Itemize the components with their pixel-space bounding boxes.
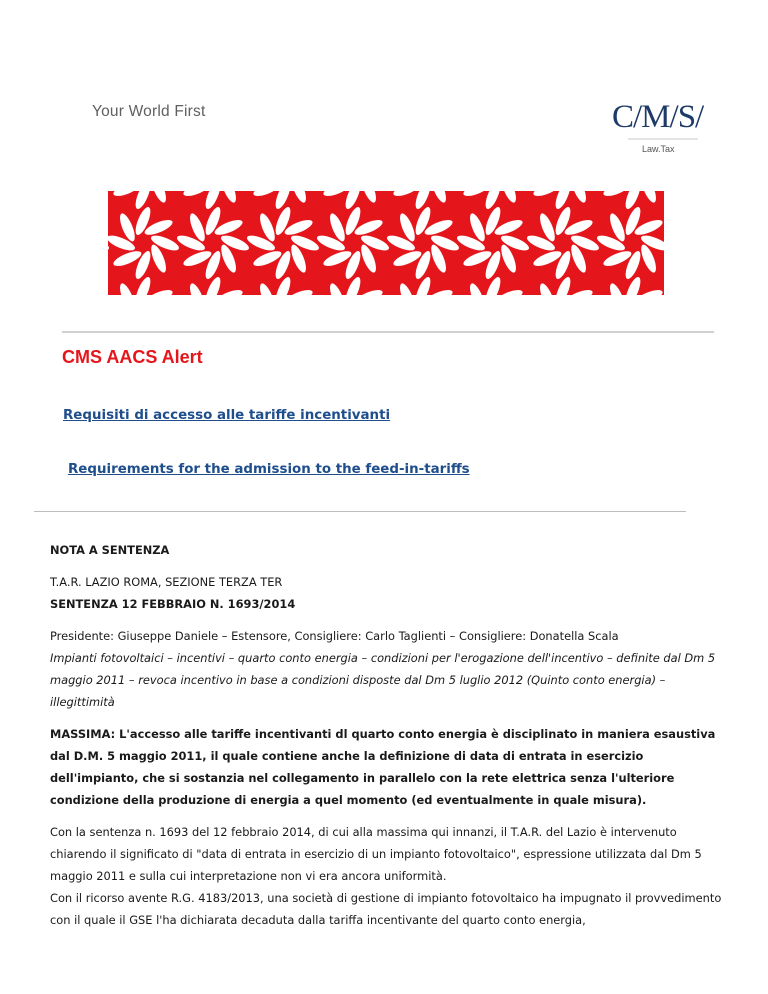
section-label: NOTA A SENTENZA [50, 543, 170, 557]
article-body [50, 539, 730, 931]
paragraph-2: Con il ricorso avente R.G. 4183/2013, una società di gestione di impianto fotovoltaico ha impugnato il provvedimento con il quale il GSE l'ha dichiarata decaduta dalla tariffa incentivante del quarto conto energia, [50, 891, 722, 927]
keywords: Impianti fotovoltaici – incentivi – quarto conto energia – condizioni per l'erogazione dell'incentivo – definite dal Dm 5 maggio 2011 – revoca incentivo in base a condizioni disposte dal Dm 5 luglio 2012 (Quinto conto energia) – illegittimità [50, 651, 716, 709]
cms-logo [610, 96, 714, 160]
court-composition: Presidente: Giuseppe Daniele – Estensore, Consigliere: Carlo Taglienti – Consigliere: Donatella Scala [50, 629, 619, 643]
paragraph-1: Con la sentenza n. 1693 del 12 febbraio 2014, di cui alla massima qui innanzi, il T.A.R. del Lazio è intervenuto chiarendo il significato di "data di entrata in esercizio di un impianto fotovoltaico", espressione utilizzata dal Dm 5 maggio 2011 e sulla cui interpretazione non vi era ancora uniformità. [50, 825, 702, 883]
massima: MASSIMA: L'accesso alle tariffe incentivanti dl quarto conto energia è disciplinato in maniera esaustiva dal D.M. 5 maggio 2011, il quale contiene anche la definizione di data di entrata in esercizio dell'impianto, che si sostanzia nel collegamento in parallelo con la rete elettrica senza l'ulteriore condizione della produzione di energia a quel momento (ed eventualmente in quale misura). [50, 727, 716, 807]
header-divider [62, 331, 714, 333]
section-divider [34, 511, 686, 512]
alert-title: CMS AACS Alert [62, 347, 203, 367]
logo-text: C/M/S/ [612, 99, 704, 135]
sentence-reference: SENTENZA 12 FEBBRAIO N. 1693/2014 [50, 597, 296, 611]
banner-pattern [108, 183, 664, 303]
logo-subtext: Law.Tax [642, 144, 675, 154]
tagline: Your World First [92, 103, 206, 120]
link-italian-article[interactable]: Requisiti di accesso alle tariffe incentivanti [63, 408, 391, 423]
link-english-article[interactable]: Requirements for the admission to the feed-in-tariffs [68, 462, 470, 477]
court-name: T.A.R. LAZIO ROMA, SEZIONE TERZA TER [50, 575, 283, 589]
